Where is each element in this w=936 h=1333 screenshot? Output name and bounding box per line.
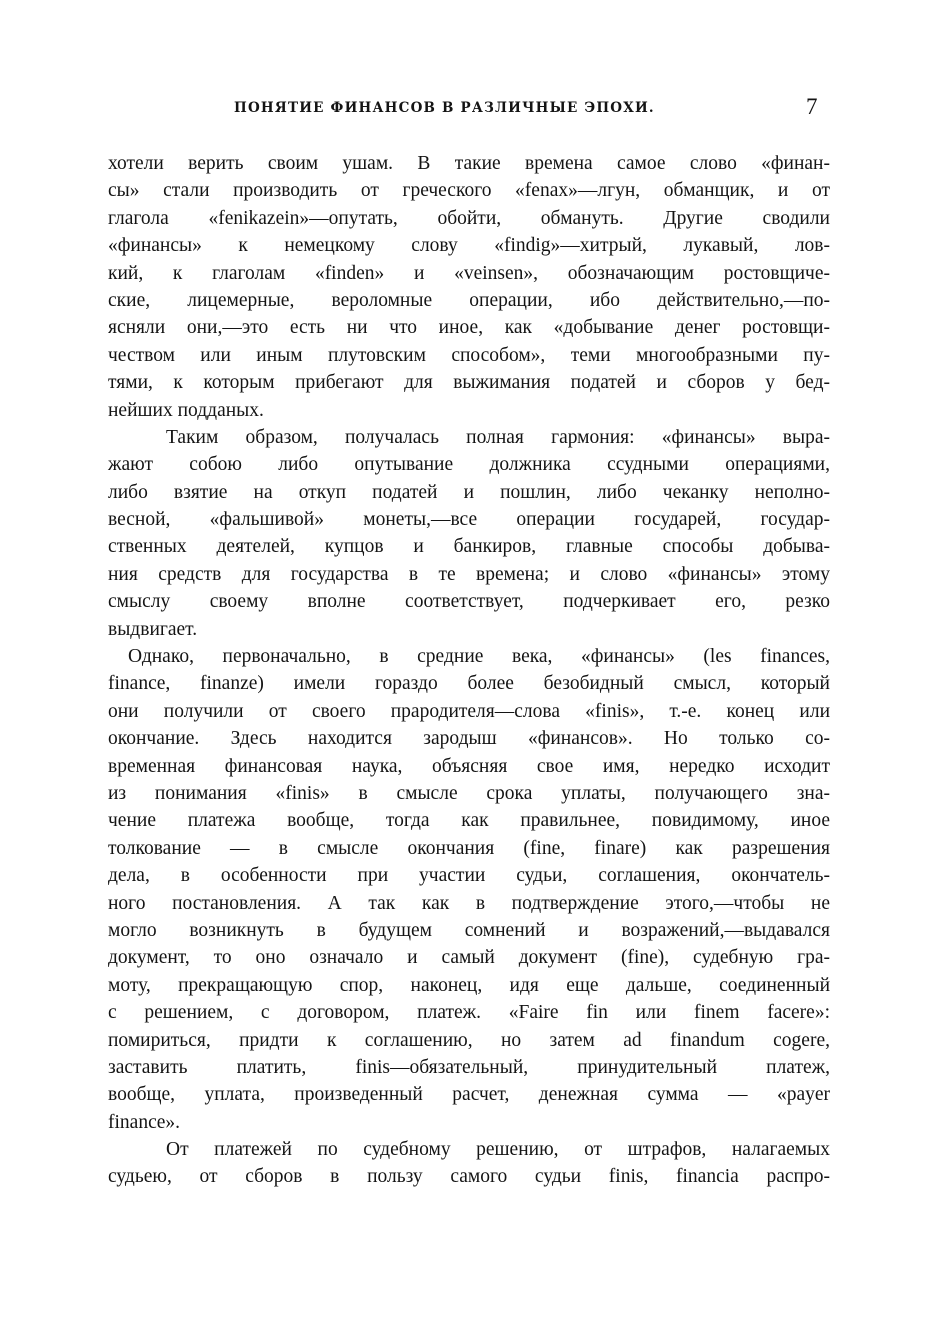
text-line: выдвигает. [108, 618, 198, 640]
text-line: заставить платить, finis—обязательный, принудительный платеж, [108, 1056, 830, 1078]
text-line: весной, «фальшивой» монеты,—все операции государей, государ- [108, 509, 830, 531]
text-line: нейших подданых. [108, 399, 264, 421]
running-title: ПОНЯТИЕ ФИНАНСОВ В РАЗЛИЧНЫЕ ЭПОХИ. [234, 100, 655, 116]
text-line: чение платежа вообще, тогда как правильнее, повидимому, иное [108, 810, 830, 832]
text-line: «финансы» к немецкому слову «findig»—хитрый, лукавый, лов- [108, 235, 830, 257]
text-line: толкование — в смысле окончания (fine, finare) как разрешения [108, 837, 830, 859]
text-line: из понимания «finis» в смысле срока уплаты, получающего зна- [108, 782, 830, 804]
text-line: ного постановления. А так как в подтверждение этого,—чтобы не [108, 892, 830, 914]
text-line: дела, в особенности при участии судьи, соглашения, окончатель- [108, 865, 830, 887]
text-line: ственных деятелей, купцов и банкиров, главные способы добыва- [108, 536, 830, 558]
text-line: тями, к которым прибегают для выжимания податей и сборов у бед- [108, 372, 830, 394]
body-text [108, 150, 830, 1191]
text-line: вообще, уплата, произведенный расчет, денежная сумма — «payer [108, 1084, 830, 1106]
text-line: временная финансовая наука, объясняя свое имя, нередко исходит [108, 755, 830, 777]
text-line: кий, к глаголам «finden» и «veinsen», обозначающим ростовщиче- [108, 262, 830, 284]
paragraph-4 [108, 1136, 830, 1191]
text-line: finance». [108, 1111, 181, 1133]
paragraph-3 [108, 643, 830, 1136]
text-line: либо взятие на откуп податей и пошлин, либо чеканку неполно- [108, 481, 830, 503]
text-line: ясняли они,—это есть ни что иное, как «добывание денег ростовщи- [108, 317, 830, 339]
text-line: finance, finanze) имели гораздо более безобидный смысл, который [108, 673, 830, 695]
text-line: с решением, с договором, платеж. «Faire fin или finem facere»: [108, 1002, 830, 1024]
text-line: жают собою либо опутывание должника ссудными операциями, [108, 454, 830, 476]
text-line: глагола «fenikazein»—опутать, обойти, обмануть. Другие сводили [108, 207, 830, 229]
text-line: смыслу своему вполне соответствует, подчеркивает его, резко [108, 591, 830, 613]
text-line: ские, лицемерные, вероломные операции, ибо действительно,—по- [108, 289, 830, 311]
text-line: хотели верить своим ушам. В такие времена самое слово «финан- [108, 153, 830, 174]
text-line: чеством или иным плутовским способом», теми многообразными пу- [108, 344, 830, 366]
text-line: помириться, придти к соглашению, но затем ad finandum cogere, [108, 1029, 830, 1051]
paragraph-1 [108, 150, 830, 424]
text-line: Таким образом, получалась полная гармония: «финансы» выра- [166, 426, 830, 448]
text-line: сы» стали производить от греческого «fenax»—лгун, обманщик, и от [108, 180, 830, 202]
text-line: Однако, первоначально, в средние века, «финансы» (les finances, [128, 646, 830, 668]
page-number: 7 [806, 94, 818, 119]
text-line: они получили от своего прародителя—слова «finis», т.-е. конец или [108, 700, 830, 722]
text-line: ния средств для государства в те времена; и слово «финансы» этому [108, 563, 830, 585]
text-line: могло возникнуть в будущем сомнений и возражений,—выдавался [108, 919, 830, 941]
text-line: документ, то оно означало и самый документ (fine), судебную гра- [108, 947, 830, 969]
text-line: От платежей по судебному решению, от штрафов, налагаемых [166, 1139, 830, 1161]
text-line: моту, прекращающую спор, наконец, идя еще дальше, соединенный [108, 974, 830, 996]
paragraph-2 [108, 424, 830, 643]
text-line: судьею, от сборов в пользу самого судьи finis, financia распро- [108, 1166, 830, 1188]
text-line: окончание. Здесь находится зародыш «финансов». Но только со- [108, 728, 830, 750]
